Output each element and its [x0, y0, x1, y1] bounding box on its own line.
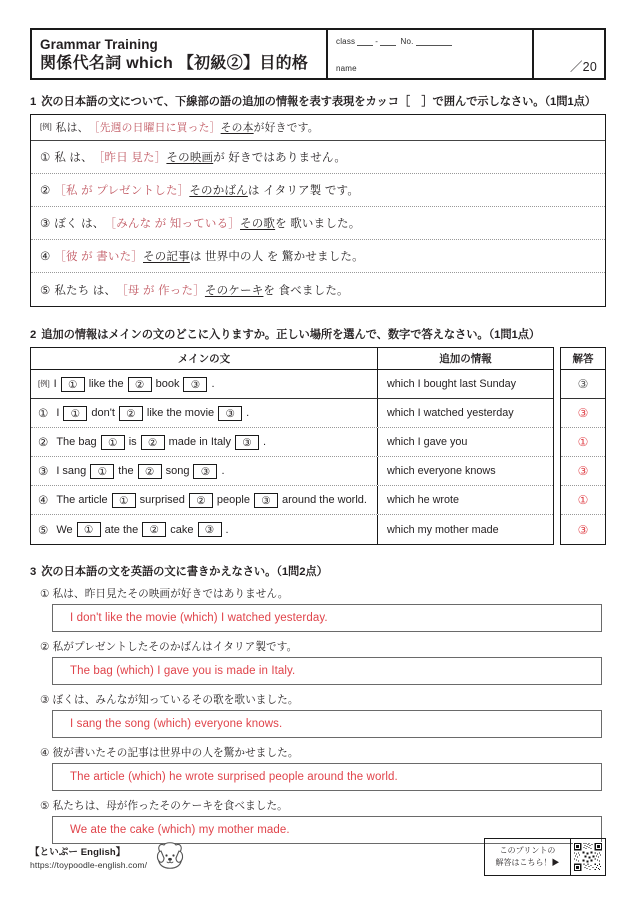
sentence-suffix: が 好きではありません。 — [213, 152, 347, 164]
bracketed-clause: ［私 が プレゼントした］ — [54, 185, 190, 197]
japanese-sentence: 彼が書いたその記事は世界中の人を驚かせました。 — [52, 747, 299, 759]
answer-cell[interactable] — [561, 428, 605, 457]
class-blank-1[interactable] — [357, 36, 373, 46]
additional-info-cell: which my mother made — [387, 523, 499, 536]
title-english: Grammar Training — [40, 37, 158, 53]
sentence-text: I sang — [56, 465, 87, 477]
section-3-instruction: 次の日本語の文を英語の文に書きかえなさい。（1問2点） — [41, 566, 328, 578]
sentence-text: around the world. — [281, 494, 367, 506]
japanese-sentence: 私たちは、母が作ったそのケーキを食べました。 — [52, 800, 288, 812]
answer-input-box[interactable] — [52, 657, 602, 685]
section-2-heading — [30, 326, 606, 342]
class-label: class — [336, 37, 356, 46]
japanese-sentence: ぼくは、みんなが知っているその歌を歌いました。 — [52, 694, 299, 706]
answer-value: ③ — [577, 377, 589, 391]
item-number: ① — [40, 588, 50, 600]
item-number: ④ — [40, 251, 51, 263]
english-answer: The article (which) he wrote surprised people around the world. — [70, 771, 398, 783]
title-block — [32, 30, 328, 78]
worksheet-header — [30, 28, 606, 80]
name-label: name — [336, 64, 357, 73]
section-1-row — [31, 240, 605, 273]
bracketed-clause: ［先週の日曜日に買った］ — [88, 122, 221, 134]
section-3-item — [30, 639, 606, 685]
table-row — [31, 399, 553, 428]
sentence-text: like the movie — [146, 407, 215, 419]
item-number: ① — [40, 152, 51, 164]
section-2-answer-column — [560, 347, 606, 545]
main-sentence-cell — [31, 515, 378, 544]
column-header-main: メインの文 — [31, 348, 378, 369]
name-line — [336, 64, 532, 73]
question-text — [30, 798, 606, 813]
sentence-prefix: 私 は、 — [54, 152, 93, 164]
main-sentence-cell — [31, 428, 378, 456]
english-answer: I sang the song (which) everyone knows. — [70, 718, 283, 730]
additional-info-cell: which I bought last Sunday — [387, 378, 517, 390]
answer-cell[interactable] — [561, 486, 605, 515]
section-2-table-header — [31, 348, 553, 370]
english-answer: The bag (which) I gave you is made in Italy. — [70, 665, 296, 677]
answer-slot[interactable]: ① — [61, 377, 85, 392]
section-1-instruction: 次の日本語の文について、下線部の語の追加の情報を表す表現をカッコ［ ］で囲んで示しなさい。（1問1点） — [41, 96, 596, 108]
qr-label — [485, 839, 571, 875]
sentence-text: The bag — [56, 436, 97, 448]
answer-value: ① — [577, 435, 589, 449]
sentence-text: I — [56, 407, 60, 419]
sentence-text: ate the — [104, 523, 139, 536]
answer-slot[interactable]: ③ — [198, 522, 222, 537]
sentence-text: . — [263, 436, 267, 448]
sentence-text: don't — [91, 407, 115, 419]
answer-cell[interactable] — [561, 457, 605, 486]
sentence-text: cake — [170, 523, 194, 536]
japanese-sentence: 私がプレゼントしたそのかばんはイタリア製です。 — [52, 641, 298, 653]
underlined-noun: その本 — [220, 122, 254, 134]
answer-slot[interactable]: ③ — [193, 464, 217, 479]
section-1-number: 1 — [30, 96, 37, 108]
bracketed-clause: ［母 が 作った］ — [116, 284, 205, 297]
english-answer: We ate the cake (which) my mother made. — [70, 824, 290, 836]
item-number: ③ — [38, 466, 49, 478]
answer-slot[interactable]: ② — [141, 435, 165, 450]
section-1-row — [31, 115, 605, 141]
brand-block — [30, 841, 187, 876]
question-text — [30, 745, 606, 760]
score-block — [534, 30, 604, 78]
class-separator: - — [375, 37, 379, 46]
brand-url[interactable]: https://toypoodle-english.com/ — [30, 860, 148, 871]
bracketed-clause: ［彼 が 書いた］ — [54, 251, 144, 263]
additional-info-cell: which everyone knows — [387, 465, 496, 477]
sentence-text: song — [165, 465, 190, 477]
item-number: ② — [38, 437, 49, 449]
main-sentence-cell — [31, 457, 378, 485]
sentence-text: . — [246, 407, 250, 419]
answer-slot[interactable]: ① — [63, 406, 87, 421]
underlined-noun: その記事 — [143, 251, 190, 263]
sentence-text: . — [225, 523, 229, 536]
english-answer: I don't like the movie (which) I watched yesterday. — [70, 612, 328, 624]
section-1 — [30, 93, 606, 307]
underlined-noun: そのかばん — [189, 185, 248, 197]
class-number-line — [336, 36, 532, 46]
table-row — [31, 428, 553, 457]
answer-slot[interactable]: ③ — [218, 406, 242, 421]
worksheet-footer — [30, 838, 606, 876]
additional-info-cell: which he wrote — [387, 494, 460, 506]
qr-label-line-1: このプリントの — [499, 846, 556, 856]
section-1-heading — [30, 93, 606, 109]
item-number: ② — [40, 641, 50, 653]
sentence-prefix: 私たち は、 — [54, 284, 117, 297]
answer-cell[interactable] — [561, 515, 605, 544]
poodle-dog-icon — [153, 841, 187, 876]
bracketed-clause: ［みんな が 知っている］ — [104, 218, 241, 230]
answer-slot[interactable]: ② — [138, 464, 162, 479]
section-3-item — [30, 692, 606, 738]
answer-slot[interactable]: ② — [128, 377, 152, 392]
question-text — [30, 586, 606, 601]
answer-input-box[interactable] — [52, 604, 602, 632]
no-blank[interactable] — [416, 36, 452, 46]
sentence-text: is — [128, 436, 137, 448]
section-3-number: 3 — [30, 566, 37, 578]
sentence-text: We — [56, 523, 73, 536]
answer-value: ① — [577, 493, 589, 507]
item-number: ⑤ — [40, 800, 50, 812]
main-sentence-cell — [31, 370, 378, 398]
sentence-text: . — [221, 465, 225, 477]
question-text — [30, 639, 606, 654]
section-1-row — [31, 174, 605, 207]
sentence-suffix: を 食べました。 — [263, 284, 349, 297]
section-3 — [30, 563, 606, 844]
brand-text — [30, 846, 147, 871]
title-japanese: 関係代名詞 which 【初級②】目的格 — [40, 54, 309, 72]
column-header-additional: 追加の情報 — [439, 353, 492, 365]
additional-info-cell: which I watched yesterday — [387, 407, 514, 419]
brand-name: 【といぷー English】 — [30, 846, 126, 858]
table-row — [31, 370, 553, 399]
answer-slot[interactable]: ③ — [254, 493, 278, 508]
item-number: ⑤ — [40, 284, 51, 297]
japanese-sentence: 私は、昨日見たその映画が好きではありません。 — [52, 588, 289, 600]
item-number: ④ — [38, 495, 49, 507]
answer-slot[interactable]: ③ — [235, 435, 259, 450]
sentence-prefix: 私は、 — [55, 122, 89, 134]
answer-slot[interactable]: ② — [119, 406, 143, 421]
sentence-suffix: は イタリア製 です。 — [247, 185, 360, 197]
table-row — [31, 486, 553, 515]
main-sentence-cell — [31, 399, 378, 427]
item-number: ⑤ — [38, 524, 49, 537]
answer-cell[interactable] — [561, 370, 605, 399]
sentence-text: I — [53, 378, 57, 390]
answer-value: ③ — [577, 464, 589, 478]
section-1-row — [31, 207, 605, 240]
section-2-number: 2 — [30, 329, 37, 341]
item-number: ④ — [40, 747, 50, 759]
student-info-block — [328, 30, 534, 78]
answer-slot[interactable]: ③ — [183, 377, 207, 392]
sentence-text: the — [118, 465, 134, 477]
section-2-table — [30, 347, 554, 545]
no-label: No. — [400, 37, 414, 46]
score-total: ／20 — [569, 60, 597, 74]
section-2 — [30, 326, 606, 545]
answer-cell[interactable] — [561, 399, 605, 428]
answer-value: ③ — [577, 406, 589, 420]
item-number: ③ — [40, 218, 51, 230]
example-tag: [例] — [38, 378, 50, 388]
question-text — [30, 692, 606, 707]
sentence-text: . — [211, 378, 215, 390]
answer-input-box[interactable] — [52, 763, 602, 791]
section-3-item — [30, 586, 606, 632]
column-header-answer: 解答 — [561, 348, 605, 370]
section-3-item — [30, 745, 606, 791]
answer-input-box[interactable] — [52, 710, 602, 738]
answer-slot[interactable]: ① — [101, 435, 125, 450]
sentence-text: like the — [88, 378, 124, 390]
sentence-text: The article — [56, 494, 108, 506]
underlined-noun: その歌 — [240, 218, 276, 230]
qr-code-icon[interactable] — [571, 839, 605, 875]
sentence-suffix: は 世界中の人 を 驚かせました。 — [189, 251, 364, 263]
sentence-suffix: を 歌いました。 — [275, 218, 361, 230]
table-row — [31, 515, 553, 544]
sentence-text: people — [216, 494, 250, 506]
item-number: ③ — [40, 694, 50, 706]
underlined-noun: その映画 — [166, 152, 214, 164]
section-1-row — [31, 273, 605, 306]
section-3-heading — [30, 563, 606, 579]
sentence-text: surprised — [139, 494, 185, 506]
answer-slot[interactable]: ① — [90, 464, 114, 479]
class-blank-2[interactable] — [380, 36, 396, 46]
sentence-text: book — [155, 378, 180, 390]
example-tag: [例] — [40, 122, 52, 131]
section-1-row — [31, 141, 605, 174]
item-number: ② — [40, 185, 51, 197]
item-number: ① — [38, 408, 49, 420]
qr-label-line-2: 解答はこちら！▶ — [495, 858, 560, 867]
section-2-table-wrap — [30, 347, 606, 545]
answer-slot[interactable]: ② — [142, 522, 166, 537]
sentence-prefix: ぼく は、 — [54, 218, 105, 230]
answer-slot[interactable]: ① — [77, 522, 101, 537]
answer-slot[interactable]: ② — [189, 493, 213, 508]
answer-slot[interactable]: ① — [112, 493, 136, 508]
section-1-box — [30, 114, 606, 307]
answer-value: ③ — [577, 522, 589, 537]
sentence-text: made in Italy — [168, 436, 232, 448]
underlined-noun: そのケーキ — [204, 284, 264, 297]
bracketed-clause: ［昨日 見た］ — [92, 152, 167, 164]
table-row — [31, 457, 553, 486]
section-2-instruction: 追加の情報はメインの文のどこに入りますか。正しい場所を選んで、数字で答えなさい。（1問1点） — [41, 329, 541, 341]
additional-info-cell: which I gave you — [387, 436, 468, 448]
sentence-suffix: が好きです。 — [253, 122, 319, 134]
main-sentence-cell — [31, 486, 378, 514]
answer-link-box[interactable] — [484, 838, 606, 876]
